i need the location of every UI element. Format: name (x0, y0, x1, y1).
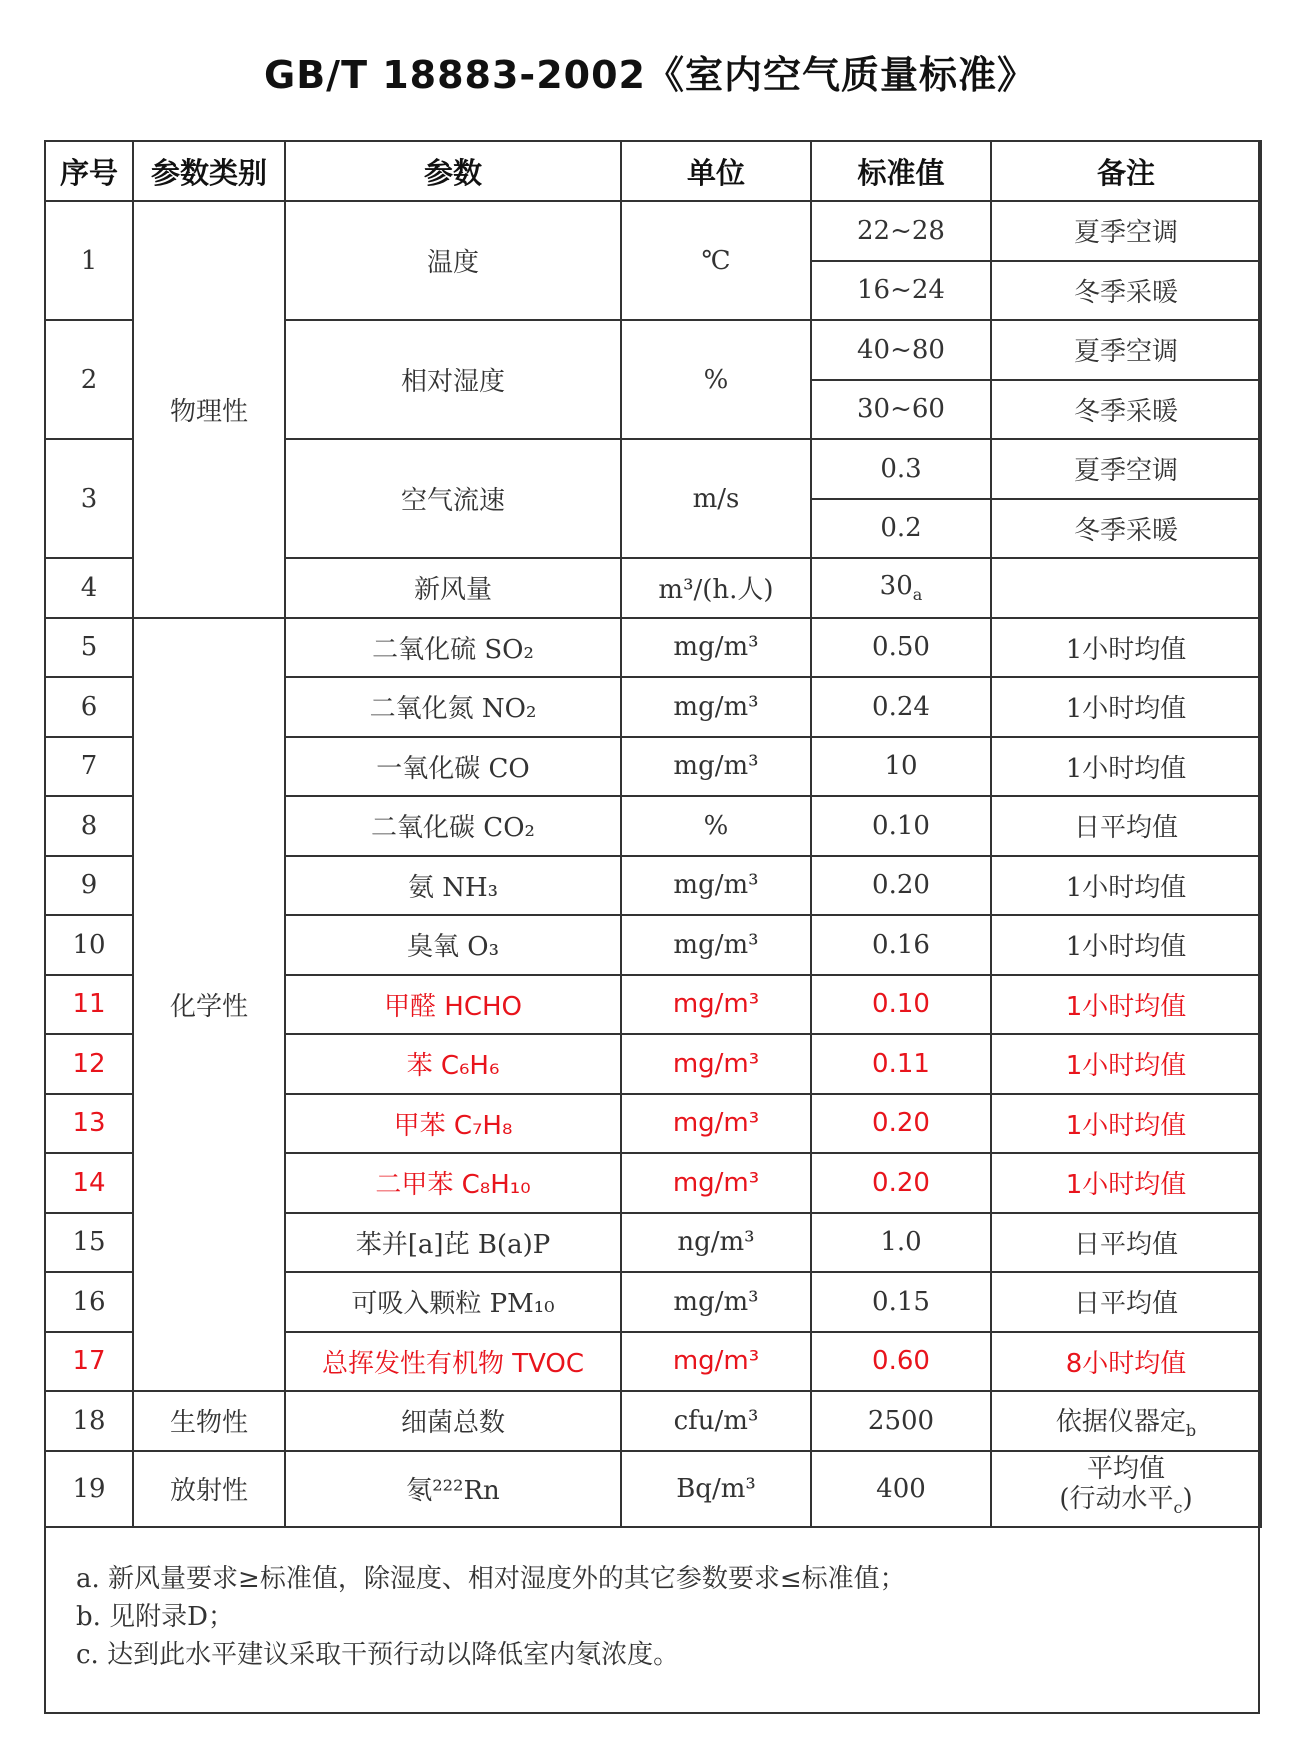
row-note: 夏季空调 (991, 201, 1261, 261)
row-unit: mg/m³ (621, 975, 811, 1035)
note-text: 依据仪器定 (1055, 1407, 1186, 1438)
row-note: 日平均值 (991, 796, 1261, 856)
row-value (811, 558, 991, 618)
row-note: 冬季采暖 (991, 499, 1261, 559)
row-no: 7 (45, 737, 133, 797)
row-parameter: 总挥发性有机物 TVOC (285, 1332, 621, 1392)
standard-table (44, 140, 1262, 1528)
note-text: (行动水平 (1059, 1483, 1174, 1514)
row-value: 0.50 (811, 618, 991, 678)
row-note: 8小时均值 (991, 1332, 1261, 1392)
row-unit: mg/m³ (621, 915, 811, 975)
row-no: 15 (45, 1213, 133, 1273)
value-text: 30 (879, 571, 913, 602)
row-unit: mg/m³ (621, 1094, 811, 1154)
row-parameter: 空气流速 (285, 439, 621, 558)
row-value: 0.16 (811, 915, 991, 975)
row-parameter: 二氧化碳 CO₂ (285, 796, 621, 856)
row-parameter: 苯 C₆H₆ (285, 1034, 621, 1094)
footnote-a: a. 新风量要求≥标准值，除湿度、相对湿度外的其它参数要求≤标准值； (76, 1564, 906, 1594)
row-parameter: 臭氧 O₃ (285, 915, 621, 975)
table-row (45, 1451, 1261, 1527)
row-no: 1 (45, 201, 133, 320)
footnote-marker: c (1173, 1498, 1183, 1518)
row-no: 6 (45, 677, 133, 737)
row-unit: mg/m³ (621, 737, 811, 797)
row-value: 0.10 (811, 975, 991, 1035)
table-header-row (45, 141, 1261, 201)
header-parameter: 参数 (285, 141, 621, 201)
row-unit: mg/m³ (621, 1153, 811, 1213)
row-no: 3 (45, 439, 133, 558)
note-line-2 (992, 1484, 1260, 1523)
row-note: 日平均值 (991, 1272, 1261, 1332)
row-note: 冬季采暖 (991, 380, 1261, 440)
document-title: GB/T 18883-2002《室内空气质量标准》 (264, 53, 1036, 97)
row-value: 0.15 (811, 1272, 991, 1332)
row-unit: mg/m³ (621, 677, 811, 737)
header-standard-value: 标准值 (811, 141, 991, 201)
row-unit: mg/m³ (621, 856, 811, 916)
row-parameter: 甲醛 HCHO (285, 975, 621, 1035)
row-unit: mg/m³ (621, 1272, 811, 1332)
row-parameter: 相对湿度 (285, 320, 621, 439)
row-no: 18 (45, 1391, 133, 1451)
note-line-1: 平均值 (1086, 1453, 1165, 1484)
row-note: 1小时均值 (991, 677, 1261, 737)
row-note: 日平均值 (991, 1213, 1261, 1273)
row-unit: Bq/m³ (621, 1451, 811, 1527)
row-value: 0.20 (811, 1094, 991, 1154)
row-value: 40~80 (811, 320, 991, 380)
header-category: 参数类别 (133, 141, 285, 201)
row-no: 17 (45, 1332, 133, 1392)
row-value: 10 (811, 737, 991, 797)
row-note: 1小时均值 (991, 856, 1261, 916)
row-value: 0.10 (811, 796, 991, 856)
row-parameter: 新风量 (285, 558, 621, 618)
row-unit: mg/m³ (621, 1034, 811, 1094)
row-unit: ℃ (621, 201, 811, 320)
category-radioactive: 放射性 (133, 1451, 285, 1527)
row-unit: % (621, 320, 811, 439)
footnote-c: c. 达到此水平建议采取干预行动以降低室内氡浓度。 (76, 1640, 680, 1670)
row-note: 1小时均值 (991, 1094, 1261, 1154)
table-row (45, 201, 1261, 261)
row-no: 2 (45, 320, 133, 439)
row-parameter: 二氧化氮 NO₂ (285, 677, 621, 737)
header-unit: 单位 (621, 141, 811, 201)
row-no: 4 (45, 558, 133, 618)
row-no: 10 (45, 915, 133, 975)
row-unit: mg/m³ (621, 618, 811, 678)
row-value: 0.20 (811, 1153, 991, 1213)
row-parameter: 苯并[a]芘 B(a)P (285, 1213, 621, 1273)
category-physical: 物理性 (133, 201, 285, 618)
category-chemical: 化学性 (133, 618, 285, 1392)
row-note: 冬季采暖 (991, 261, 1261, 321)
table-row (45, 1391, 1261, 1451)
row-unit: cfu/m³ (621, 1391, 811, 1451)
row-parameter: 温度 (285, 201, 621, 320)
row-parameter: 二氧化硫 SO₂ (285, 618, 621, 678)
row-value: 22~28 (811, 201, 991, 261)
row-value: 0.3 (811, 439, 991, 499)
row-no: 8 (45, 796, 133, 856)
row-value: 0.2 (811, 499, 991, 559)
row-no: 11 (45, 975, 133, 1035)
row-value: 2500 (811, 1391, 991, 1451)
row-no: 9 (45, 856, 133, 916)
row-no: 13 (45, 1094, 133, 1154)
row-note: 夏季空调 (991, 439, 1261, 499)
row-value: 0.11 (811, 1034, 991, 1094)
row-unit: m/s (621, 439, 811, 558)
row-value: 16~24 (811, 261, 991, 321)
row-unit: mg/m³ (621, 1332, 811, 1392)
row-unit: ng/m³ (621, 1213, 811, 1273)
row-unit: % (621, 796, 811, 856)
note-close: ) (1182, 1483, 1193, 1514)
footnotes (76, 1560, 1236, 1674)
row-note: 1小时均值 (991, 915, 1261, 975)
row-value: 400 (811, 1451, 991, 1527)
row-parameter: 甲苯 C₇H₈ (285, 1094, 621, 1154)
header-no: 序号 (45, 141, 133, 201)
row-unit: m³/(h.人) (621, 558, 811, 618)
row-value: 0.20 (811, 856, 991, 916)
row-note (991, 1451, 1261, 1527)
row-no: 12 (45, 1034, 133, 1094)
footnote-marker: a (912, 585, 923, 605)
footnote-b: b. 见附录D； (76, 1602, 235, 1632)
row-no: 16 (45, 1272, 133, 1332)
row-note: 1小时均值 (991, 1034, 1261, 1094)
category-biological: 生物性 (133, 1391, 285, 1451)
header-remark: 备注 (991, 141, 1261, 201)
row-value: 0.24 (811, 677, 991, 737)
table-row (45, 618, 1261, 678)
row-value: 30~60 (811, 380, 991, 440)
row-note: 1小时均值 (991, 1153, 1261, 1213)
row-note: 1小时均值 (991, 618, 1261, 678)
row-value: 0.60 (811, 1332, 991, 1392)
row-note: 夏季空调 (991, 320, 1261, 380)
row-parameter: 细菌总数 (285, 1391, 621, 1451)
row-value: 1.0 (811, 1213, 991, 1273)
row-no: 14 (45, 1153, 133, 1213)
row-note (991, 1391, 1261, 1451)
row-parameter: 一氧化碳 CO (285, 737, 621, 797)
row-parameter: 氨 NH₃ (285, 856, 621, 916)
row-no: 5 (45, 618, 133, 678)
row-note: 1小时均值 (991, 737, 1261, 797)
row-parameter: 可吸入颗粒 PM₁₀ (285, 1272, 621, 1332)
row-note (991, 558, 1261, 618)
row-no: 19 (45, 1451, 133, 1527)
row-parameter: 氡²²²Rn (285, 1451, 621, 1527)
footnote-marker: b (1185, 1421, 1197, 1441)
row-note: 1小时均值 (991, 975, 1261, 1035)
row-parameter: 二甲苯 C₈H₁₀ (285, 1153, 621, 1213)
